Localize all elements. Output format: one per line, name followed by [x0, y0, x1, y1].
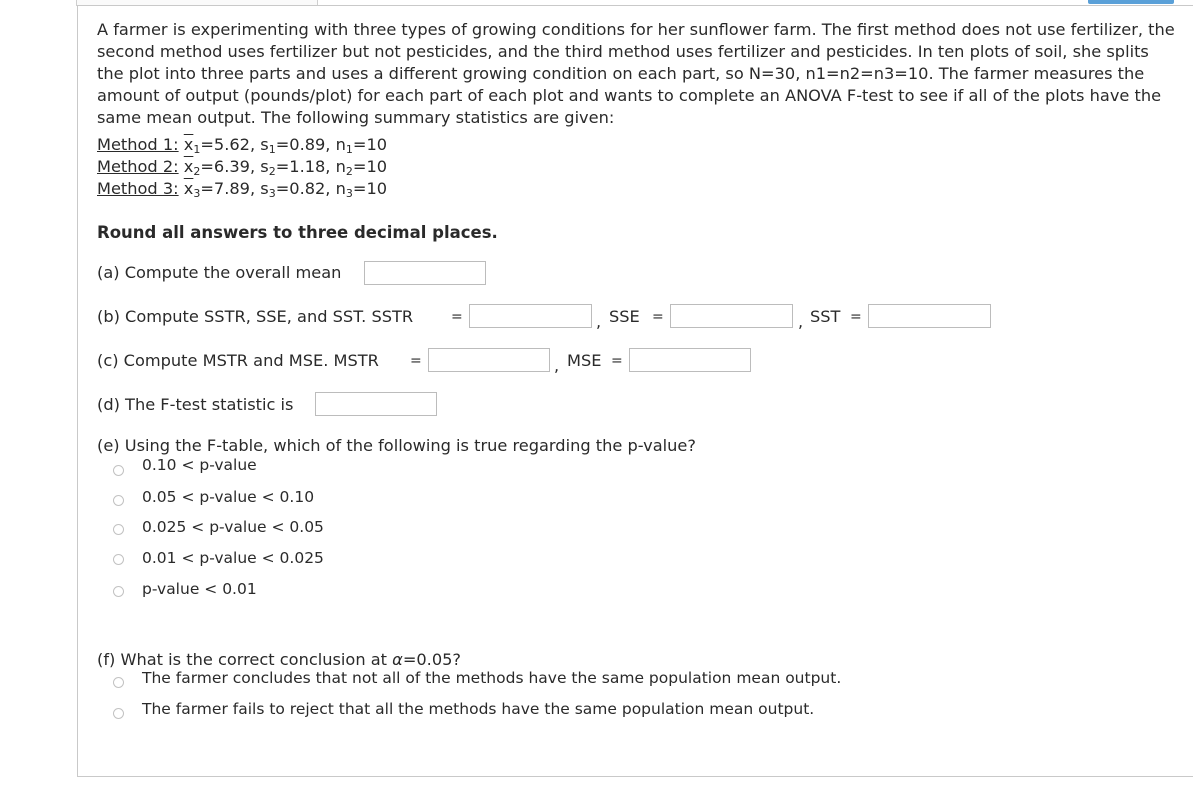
method-label: Method 3:: [97, 179, 179, 198]
s-symbol: s: [260, 157, 269, 176]
rounding-instruction: Round all answers to three decimal places.: [97, 223, 498, 242]
part-f-label: [97, 650, 461, 669]
alpha-symbol: α: [392, 650, 403, 669]
sse-label: SSE: [609, 307, 640, 326]
f-statistic-input[interactable]: [315, 392, 437, 416]
subscript: 2: [345, 165, 353, 178]
part-f-suffix: =0.05?: [402, 650, 462, 669]
part-e-label: (e) Using the F-table, which of the following is true regarding the p-value?: [97, 436, 696, 455]
method-label: Method 1:: [97, 135, 179, 154]
conclusion-option-label: The farmer concludes that not all of the methods have the same population mean output.: [142, 669, 842, 687]
top-accent-bar: [1088, 0, 1174, 4]
conclusion-option-radio[interactable]: [113, 708, 124, 719]
conclusion-option-label: The farmer fails to reject that all the methods have the same population mean output.: [142, 700, 815, 718]
part-c-label: (c) Compute MSTR and MSE. MSTR: [97, 351, 379, 370]
sd-value: =1.18,: [275, 157, 336, 176]
p-value-option-radio[interactable]: [113, 495, 124, 506]
p-value-option-radio[interactable]: [113, 554, 124, 565]
n-value: =10: [352, 157, 388, 176]
mean-value: =6.39,: [200, 157, 261, 176]
n-symbol: n: [335, 135, 346, 154]
method-label: Method 2:: [97, 157, 179, 176]
equals-sign: =: [451, 309, 463, 325]
sse-input[interactable]: [670, 304, 793, 328]
n-value: =10: [352, 135, 388, 154]
xbar-symbol: $\overline{x}$: [183, 157, 194, 176]
s-symbol: s: [260, 179, 269, 198]
method-line: [97, 157, 387, 178]
comma-separator: ,: [798, 312, 804, 331]
p-value-option-radio[interactable]: [113, 586, 124, 597]
equals-sign: =: [611, 353, 623, 369]
problem-statement: A farmer is experimenting with three types of growing conditions for her sunflower farm. The first method does not use fertilizer, the second method uses fertilizer but not pesticides, and the third method uses fertilizer and pesticides. In ten plots of soil, she splits the plot into three parts and uses a different growing condition on each part, so N=30, n1=n2=n3=10. The farmer measures the amount of output (pounds/plot) for each part of each plot and wants to complete an ANOVA F-test to see if all of the plots have the same mean output. The following summary statistics are given:: [97, 20, 1175, 127]
subscript: 3: [268, 187, 276, 200]
part-d-label: (d) The F-test statistic is: [97, 395, 294, 414]
sst-input[interactable]: [868, 304, 991, 328]
n-symbol: n: [335, 179, 346, 198]
method-line: [97, 179, 387, 200]
comma-separator: ,: [596, 312, 602, 331]
subscript: 3: [345, 187, 353, 200]
p-value-option-label: 0.10 < p-value: [142, 456, 257, 474]
sd-value: =0.89,: [275, 135, 336, 154]
equals-sign: =: [652, 309, 664, 325]
s-symbol: s: [260, 135, 269, 154]
sd-value: =0.82,: [275, 179, 336, 198]
p-value-option-label: 0.01 < p-value < 0.025: [142, 549, 324, 567]
mstr-input[interactable]: [428, 348, 550, 372]
comma-separator: ,: [554, 356, 560, 375]
equals-sign: =: [850, 309, 862, 325]
conclusion-option-radio[interactable]: [113, 677, 124, 688]
mse-input[interactable]: [629, 348, 751, 372]
sst-label: SST: [810, 307, 841, 326]
p-value-option-label: p-value < 0.01: [142, 580, 257, 598]
subscript: 1: [268, 143, 276, 156]
mean-value: =5.62,: [200, 135, 261, 154]
mse-label: MSE: [567, 351, 602, 370]
p-value-option-label: 0.025 < p-value < 0.05: [142, 518, 324, 536]
p-value-option-radio[interactable]: [113, 465, 124, 476]
sstr-input[interactable]: [469, 304, 592, 328]
p-value-option-radio[interactable]: [113, 524, 124, 535]
method-line: [97, 135, 387, 156]
part-b-label: (b) Compute SSTR, SSE, and SST. SSTR: [97, 307, 414, 326]
subscript: 2: [193, 165, 201, 178]
xbar-symbol: $\overline{x}$: [183, 179, 194, 198]
part-f-prefix: (f) What is the correct conclusion at: [97, 650, 393, 669]
overall-mean-input[interactable]: [364, 261, 486, 285]
part-a-label: (a) Compute the overall mean: [97, 263, 342, 282]
mean-value: =7.89,: [200, 179, 261, 198]
n-value: =10: [352, 179, 388, 198]
subscript: 1: [193, 143, 201, 156]
subscript: 1: [345, 143, 353, 156]
xbar-symbol: $\overline{x}$: [183, 135, 194, 154]
subscript: 2: [268, 165, 276, 178]
n-symbol: n: [335, 157, 346, 176]
equals-sign: =: [410, 353, 422, 369]
p-value-option-label: 0.05 < p-value < 0.10: [142, 488, 315, 506]
subscript: 3: [193, 187, 201, 200]
